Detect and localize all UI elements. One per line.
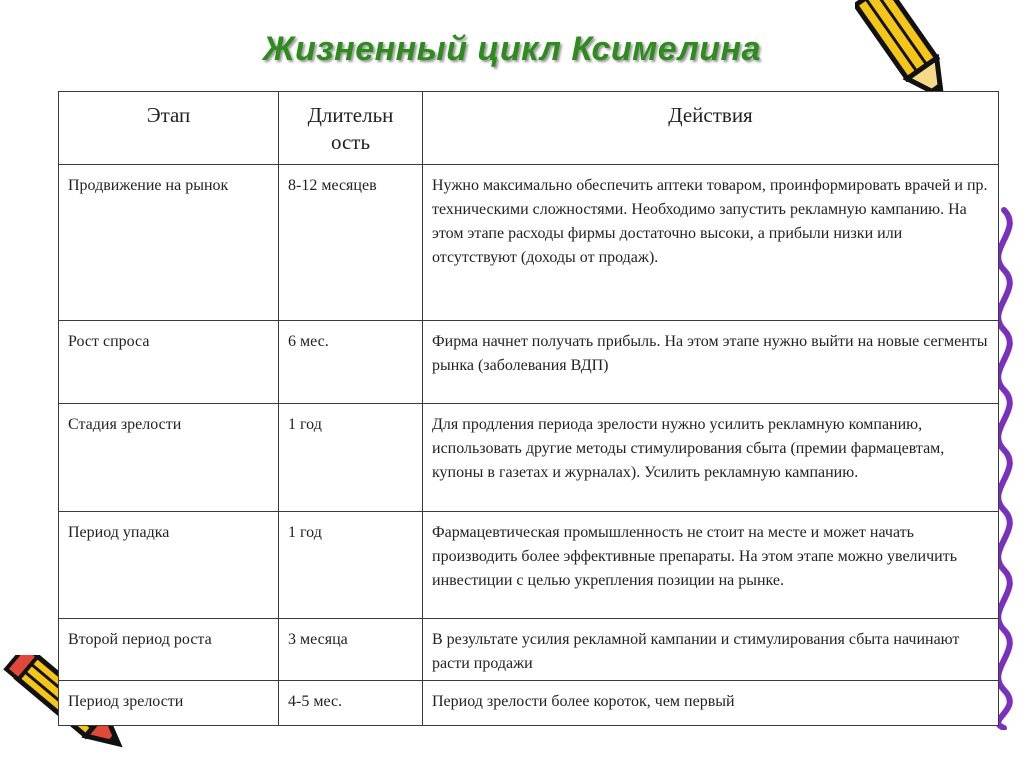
- table-row: [59, 681, 999, 726]
- table-row: [59, 404, 999, 512]
- table-row: [59, 165, 999, 321]
- actions-cell: В результате усилия рекламной кампании и стимулирования сбыта начинают расти продажи: [423, 619, 999, 681]
- duration-cell: 1 год: [279, 404, 423, 512]
- table-header-row: [59, 92, 999, 165]
- stage-cell: Продвижение на рынок: [59, 165, 279, 321]
- duration-cell: 4-5 мес.: [279, 681, 423, 726]
- header-duration: Длительн ость: [279, 92, 423, 165]
- lifecycle-table: [58, 91, 999, 726]
- table-row: [59, 512, 999, 619]
- duration-cell: 1 год: [279, 512, 423, 619]
- table-row: [59, 619, 999, 681]
- stage-cell: Стадия зрелости: [59, 404, 279, 512]
- actions-cell: Для продления периода зрелости нужно усилить рекламную компанию, использовать другие методы стимулирования сбыта (премии фармацевтам, купоны в газетах и журналах). Усилить рекламную кампанию.: [423, 404, 999, 512]
- duration-cell: 8-12 месяцев: [279, 165, 423, 321]
- stage-cell: Период зрелости: [59, 681, 279, 726]
- actions-cell: Фармацевтическая промышленность не стоит на месте и может начать производить более эффективные препараты. На этом этапе можно увеличить инвестиции с целью укрепления позиции на рынке.: [423, 512, 999, 619]
- page-title: Жизненный цикл Ксимелина: [263, 30, 761, 68]
- actions-cell: Фирма начнет получать прибыль. На этом этапе нужно выйти на новые сегменты рынка (заболевания ВДП): [423, 321, 999, 404]
- actions-cell: Нужно максимально обеспечить аптеки товаром, проинформировать врачей и пр. техническими сложностями. Необходимо запустить рекламную кампанию. На этом этапе расходы фирмы достаточно высоки, а прибыли низки или отсутствуют (доходы от продаж).: [423, 165, 999, 321]
- actions-cell: Период зрелости более короток, чем первый: [423, 681, 999, 726]
- stage-cell: Период упадка: [59, 512, 279, 619]
- duration-cell: 3 месяца: [279, 619, 423, 681]
- stage-cell: Второй период роста: [59, 619, 279, 681]
- duration-cell: 6 мес.: [279, 321, 423, 404]
- table-row: [59, 321, 999, 404]
- header-actions: Действия: [423, 92, 999, 165]
- header-stage: Этап: [59, 92, 279, 165]
- stage-cell: Рост спроса: [59, 321, 279, 404]
